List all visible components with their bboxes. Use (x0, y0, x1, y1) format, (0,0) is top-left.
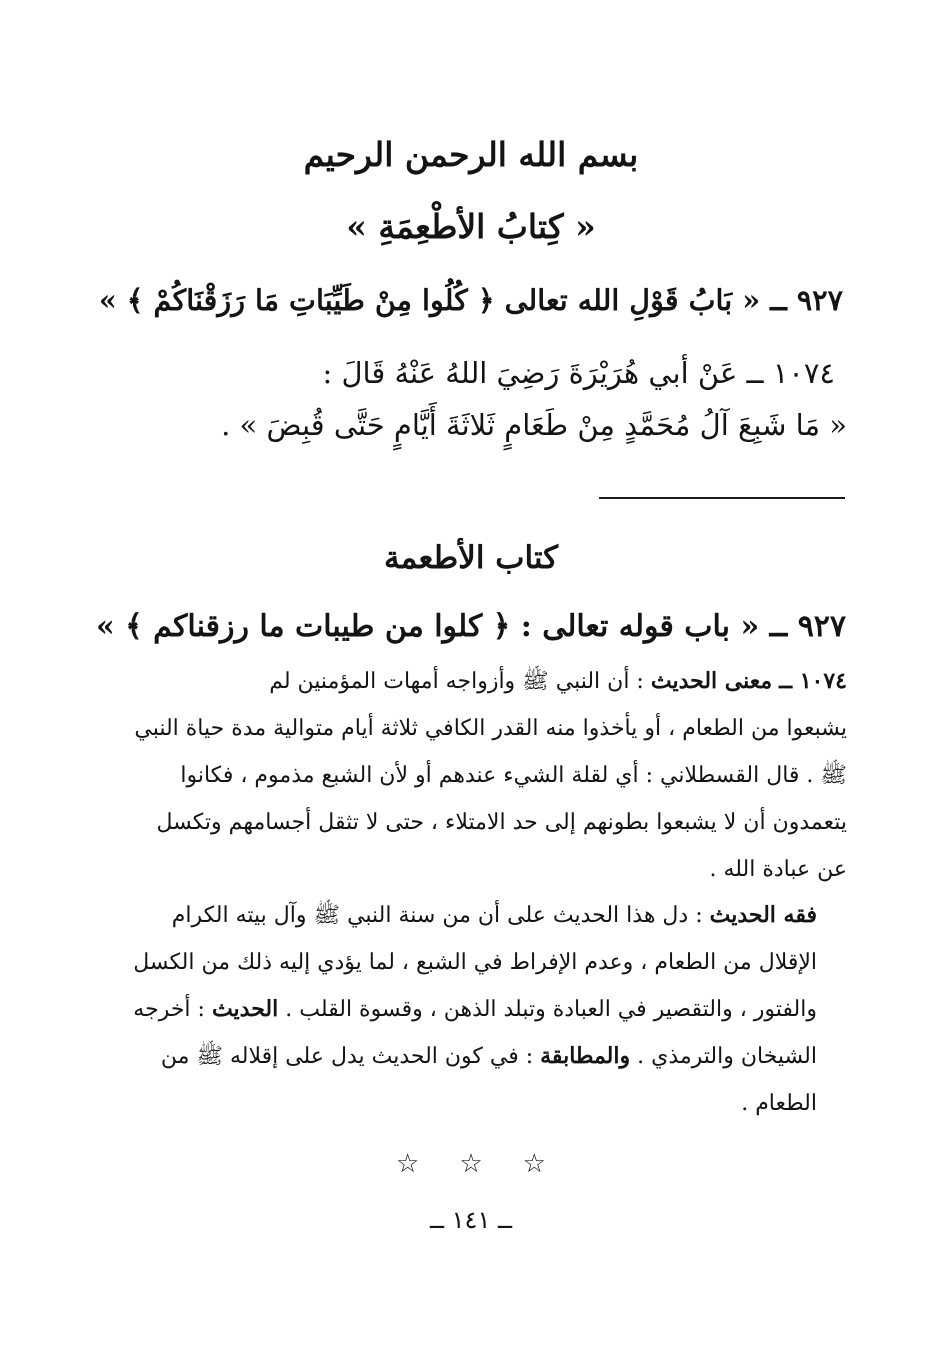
paragraph-line (95, 986, 847, 1033)
hadith-chapter-heading: ٩٢٧ ــ « بَابُ قَوْلِ الله تعالى ﴿ كُلُوا مِنْ طَيِّبَاتِ مَا رَزَقْنَاكُمْ ﴾ » (98, 283, 844, 317)
hadith-text: « مَا شَبِعَ آلُ مُحَمَّدٍ مِنْ طَعَامٍ ثَلاثَةَ أَيَّامٍ حَتَّى قُبِضَ » . (221, 408, 847, 442)
commentary-title: كتاب الأطعمة (384, 540, 558, 576)
commentary-paragraph-meaning (95, 658, 847, 894)
paragraph-line: الإقلال من الطعام ، وعدم الإفراط في الشبع ، لما يؤدي إليه ذلك من الكسل (133, 950, 817, 975)
paragraph-text: : في كون الحديث يدل على إقلاله ﷺ من (160, 1044, 534, 1069)
paragraph-text: : أن النبي ﷺ وأزواجه أمهات المؤمنين لم (269, 669, 644, 694)
paragraph-text: : دل هذا الحديث على أن من سنة النبي ﷺ وآل بيته الكرام (171, 903, 703, 928)
inline-label-correspondence: والمطابقة (540, 1043, 631, 1069)
paragraph-line (95, 892, 847, 939)
paragraph-label: فقه الحديث (709, 902, 817, 928)
paragraph-line (95, 658, 847, 705)
paragraph-line: يتعمدون أن لا يشبعوا بطونهم إلى حد الامتلاء ، حتى لا تثقل أجسامهم وتكسل (156, 810, 847, 835)
paragraph-line: ﷺ . قال القسطلاني : أي لقلة الشيء عندهم أو لأن الشبع مذموم ، فكانوا (180, 763, 847, 788)
paragraph-line: الطعام . (741, 1091, 817, 1116)
basmala-heading: بسم الله الرحمن الرحيم (303, 135, 639, 174)
paragraph-text: الشيخان والترمذي . (637, 1044, 817, 1069)
paragraph-line: يشبعوا من الطعام ، أو يأخذوا منه القدر الكافي ثلاثة أيام متوالية مدة حياة النبي (134, 716, 847, 741)
book-title: « كِتابُ الأطْعِمَةِ » (346, 207, 596, 246)
inline-label-hadith: الحديث (211, 996, 279, 1022)
paragraph-text: والفتور ، والتقصير في العبادة وتبلد الذهن ، وقسوة القلب . (285, 997, 817, 1022)
commentary-paragraph-fiqh (95, 892, 847, 1128)
page-number: ــ ١٤١ ــ (429, 1206, 513, 1234)
star-separator: ☆☆☆ (396, 1149, 586, 1179)
commentary-chapter-heading: ٩٢٧ ــ « باب قوله تعالى : ﴿ كلوا من طيبات ما رزقناكم ﴾ » (95, 609, 847, 644)
hadith-number: ١٠٧٤ ــ (779, 668, 847, 694)
paragraph-text: : أخرجه (133, 997, 205, 1022)
book-page (95, 0, 847, 1363)
paragraph-line (95, 1033, 847, 1080)
paragraph-line: عن عبادة الله . (709, 857, 847, 882)
paragraph-label: معنى الحديث (650, 668, 773, 694)
section-divider (599, 497, 845, 499)
hadith-narrator-line: ١٠٧٤ ــ عَنْ أبي هُرَيْرَةَ رَضِيَ اللهُ عَنْهُ قَالَ : (322, 356, 835, 390)
